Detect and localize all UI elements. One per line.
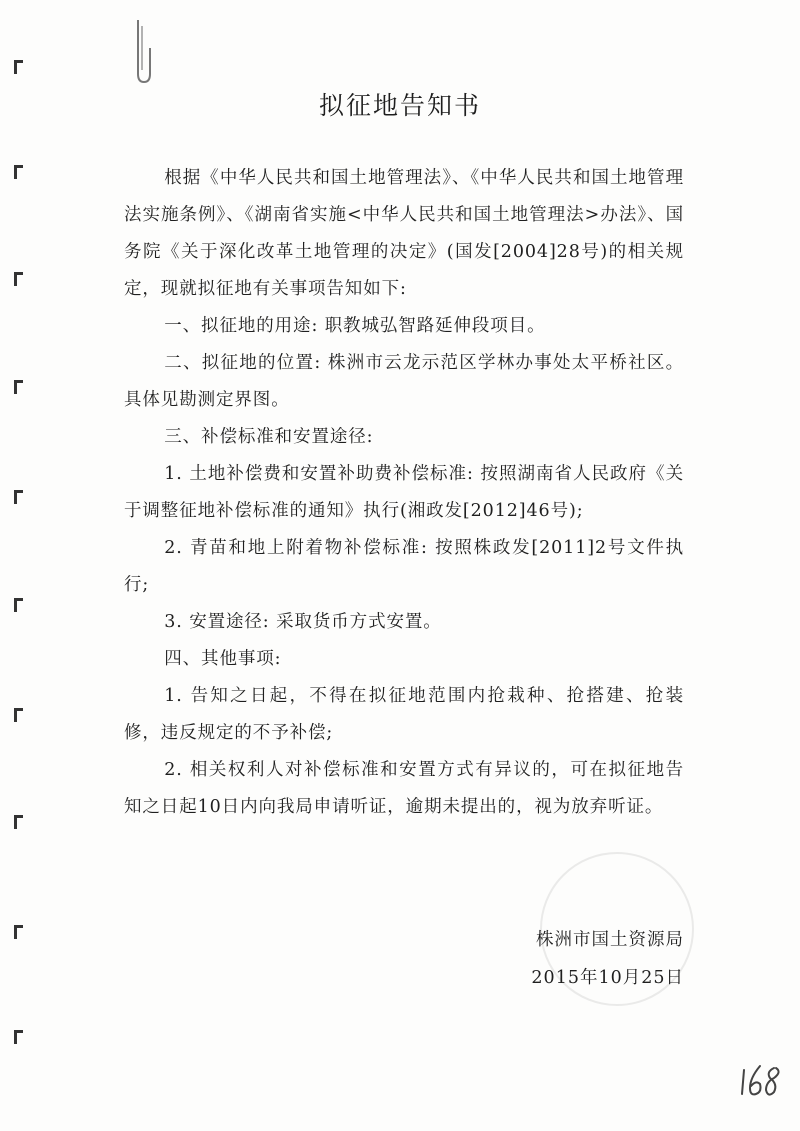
binder-hole-mark [14, 490, 23, 504]
compensation-item-1: 1. 土地补偿费和安置补助费补偿标准: 按照湖南省人民政府《关于调整征地补偿标准的通知》执行(湘政发[2012]46号); [124, 464, 684, 521]
compensation-heading: 三、补偿标准和安置途径: [164, 427, 374, 447]
binder-hole-mark [14, 165, 23, 179]
handwritten-page-number [738, 1060, 786, 1102]
issuer-name: 株洲市国土资源局 [536, 930, 684, 950]
other-matters-heading: 四、其他事项: [164, 649, 282, 669]
binder-hole-mark [14, 1030, 23, 1044]
binder-hole-mark [14, 815, 23, 829]
document-body [124, 160, 684, 826]
compensation-item-2: 2. 青苗和地上附着物补偿标准: 按照株政发[2011]2号文件执行; [124, 538, 684, 595]
binder-hole-mark [14, 60, 23, 74]
binder-hole-mark [14, 925, 23, 939]
paper-clip-icon [132, 18, 156, 86]
intro-paragraph: 根据《中华人民共和国土地管理法》、《中华人民共和国土地管理法实施条例》、《湖南省实施<中华人民共和国土地管理法>办法》、国务院《关于深化改革土地管理的决定》(国发[2004]28号)的相关规定，现就拟征地有关事项告知如下: [124, 168, 684, 299]
page-title: 拟征地告知书 [318, 91, 481, 120]
binder-hole-mark [14, 380, 23, 394]
purpose-paragraph: 一、拟征地的用途: 职教城弘智路延伸段项目。 [164, 316, 546, 336]
issue-date: 2015年10月25日 [531, 968, 684, 988]
other-matters-item-1: 1. 告知之日起，不得在拟征地范围内抢栽种、抢搭建、抢装修，违反规定的不予补偿; [124, 686, 684, 743]
compensation-item-3: 3. 安置途径: 采取货币方式安置。 [164, 612, 442, 632]
location-paragraph: 二、拟征地的位置: 株洲市云龙示范区学林办事处太平桥社区。具体见勘测定界图。 [124, 353, 684, 410]
binder-hole-mark [14, 272, 23, 286]
binder-hole-mark [14, 708, 23, 722]
other-matters-item-2: 2. 相关权利人对补偿标准和安置方式有异议的，可在拟征地告知之日起10日内向我局申请听证，逾期未提出的，视为放弃听证。 [124, 760, 684, 817]
binder-hole-mark [14, 598, 23, 612]
